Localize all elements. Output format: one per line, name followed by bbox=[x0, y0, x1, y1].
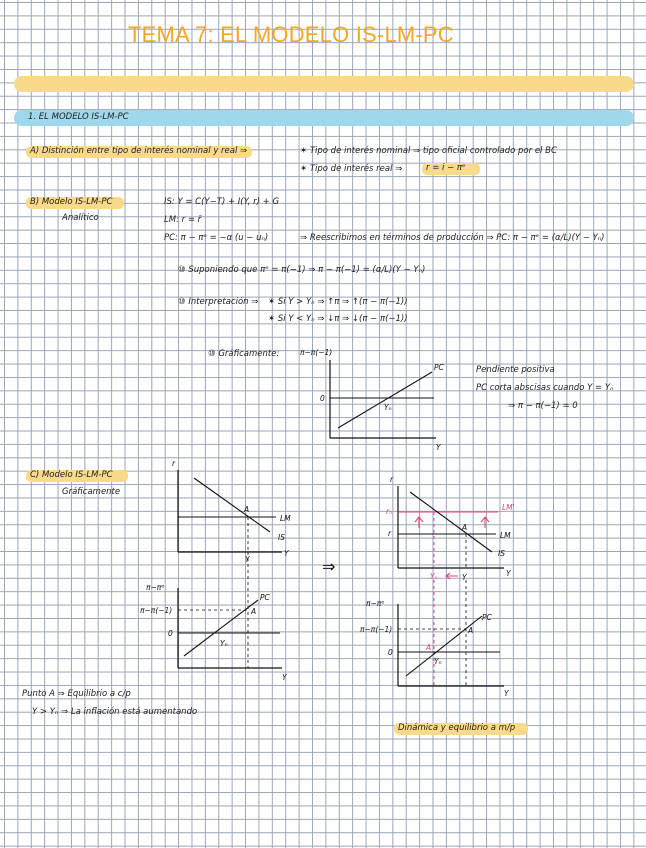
c-left-zero: 0 bbox=[168, 629, 173, 638]
pc-equation: PC: π − πᵉ = −α (u − uₙ) bbox=[164, 233, 269, 243]
c-right-zero: 0 bbox=[388, 648, 393, 657]
c-right-pi-label: π−πᵉ bbox=[366, 599, 385, 608]
b-note-3: ⇒ π − π(−1) = 0 bbox=[508, 401, 578, 411]
c-right-yn-bot: Yₙ bbox=[434, 657, 442, 666]
graph-b-pc: PC bbox=[434, 363, 444, 372]
interpretacion-label: ⑩ Interpretación ⇒ bbox=[178, 297, 259, 307]
graph-b-y: Y bbox=[436, 443, 441, 452]
graph-c-right-pc bbox=[360, 580, 510, 698]
c-right-pc-line bbox=[406, 616, 482, 676]
b-sub: Analítico bbox=[62, 213, 99, 223]
c-right-y-bot: Y bbox=[504, 689, 509, 698]
graf-label: ⑩ Gráficamente: bbox=[208, 349, 280, 359]
c-right-a-prime: A bbox=[426, 643, 432, 652]
c-right-yn-top: Yₙ bbox=[430, 572, 438, 581]
suponiendo-line: ⑩ Suponiendo que πᵉ = π(−1) ⇒ π − π(−1) = (α/L)(Y − Yₙ) bbox=[178, 265, 426, 275]
b-note-2: PC corta abscisas cuando Y = Yₙ bbox=[476, 383, 614, 393]
c-left-a-top: A bbox=[244, 505, 250, 514]
graph-b-ylabel: π−π(−1) bbox=[300, 348, 333, 357]
real-rate-equation: r = i − πᵉ bbox=[426, 163, 466, 173]
a-label: A) Distinción entre tipo de interés nominal y real ⇒ bbox=[30, 146, 248, 156]
c-right-y-top: Y bbox=[462, 573, 467, 582]
pc-rewrite: ⇒ Reescribimos en términos de producción ⇒ PC: π − πᵉ = (α/L)(Y − Yₙ) bbox=[300, 233, 605, 243]
graph-b-pc-line bbox=[338, 372, 432, 428]
c-left-yn: Yₙ bbox=[220, 639, 228, 648]
c-note-2: Y > Yₙ ⇒ La inflación está aumentando bbox=[32, 707, 198, 717]
c-left-pi-m1: π−π(−1) bbox=[140, 606, 173, 615]
c-right-r: r bbox=[390, 475, 394, 484]
c-right-left-arrow bbox=[446, 573, 458, 579]
c-right-up-arrow-right bbox=[481, 517, 489, 528]
c-note-1: Punto A ⇒ Equilibrio a c/p bbox=[22, 689, 131, 699]
page-title: TEMA 7: EL MODELO IS-LM-PC bbox=[128, 22, 454, 47]
c-label: C) Modelo IS-LM-PC bbox=[30, 470, 113, 480]
graph-c-left-pc bbox=[140, 552, 288, 682]
lm-equation: LM: r = r̄ bbox=[164, 215, 202, 225]
si-line-1: ✶ Si Y > Yₙ ⇒ ↑π ⇒ ↑(π − π(−1)) bbox=[268, 297, 408, 307]
b-label: B) Modelo IS-LM-PC bbox=[30, 197, 113, 207]
graph-b-zero: 0 bbox=[320, 394, 325, 403]
a-item-nominal: ✶ Tipo de interés nominal ⇒ tipo oficial controlado por el BC bbox=[300, 146, 557, 156]
c-left-y-axis-label: Y bbox=[284, 549, 289, 558]
c-right-pi-m1: π−π(−1) bbox=[360, 625, 393, 634]
c-right-up-arrow-left bbox=[415, 517, 423, 528]
graph-c-right-islm bbox=[386, 475, 515, 582]
c-right-lm2: LM' bbox=[502, 503, 515, 512]
c-right-rn: rₙ bbox=[386, 507, 393, 516]
section-heading: 1. EL MODELO IS-LM-PC bbox=[28, 112, 129, 122]
c-caption: Dinámica y equilibrio a m/p bbox=[398, 723, 516, 733]
c-left-a-bot: A bbox=[251, 607, 257, 616]
graph-c-left-islm bbox=[172, 459, 291, 564]
c-right-a-top: A bbox=[462, 523, 468, 532]
c-right-pc: PC bbox=[482, 613, 492, 622]
c-sub: Gráficamente bbox=[62, 487, 121, 497]
graph-b-yn: Yₙ bbox=[384, 403, 392, 412]
c-right-r-bar: r bbox=[388, 529, 392, 538]
c-left-y-top: Y bbox=[245, 555, 250, 564]
is-equation: IS: Y = C(Y−T) + I(Y, r) + G bbox=[164, 197, 280, 207]
c-left-pi-label: π−πᵉ bbox=[146, 583, 165, 592]
c-left-pc: PC bbox=[260, 593, 270, 602]
c-right-y-axis-label: Y bbox=[506, 569, 511, 578]
c-left-y-bot: Y bbox=[282, 673, 287, 682]
c-left-is: IS bbox=[278, 533, 285, 542]
graph-b-pc bbox=[300, 348, 445, 452]
c-left-r: r bbox=[172, 459, 176, 468]
c-right-is: IS bbox=[498, 549, 505, 558]
c-left-lm: LM bbox=[280, 514, 291, 523]
c-right-a-bot: A bbox=[468, 626, 474, 635]
c-transition-arrow: ⇒ bbox=[322, 557, 336, 576]
si-line-2: ✶ Si Y < Yₙ ⇒ ↓π ⇒ ↓(π − π(−1)) bbox=[268, 314, 408, 324]
c-left-is-line bbox=[194, 478, 270, 532]
a-item-real: ✶ Tipo de interés real ⇒ bbox=[300, 164, 403, 174]
b-note-1: Pendiente positiva bbox=[476, 365, 555, 375]
c-right-lm: LM bbox=[500, 531, 511, 540]
